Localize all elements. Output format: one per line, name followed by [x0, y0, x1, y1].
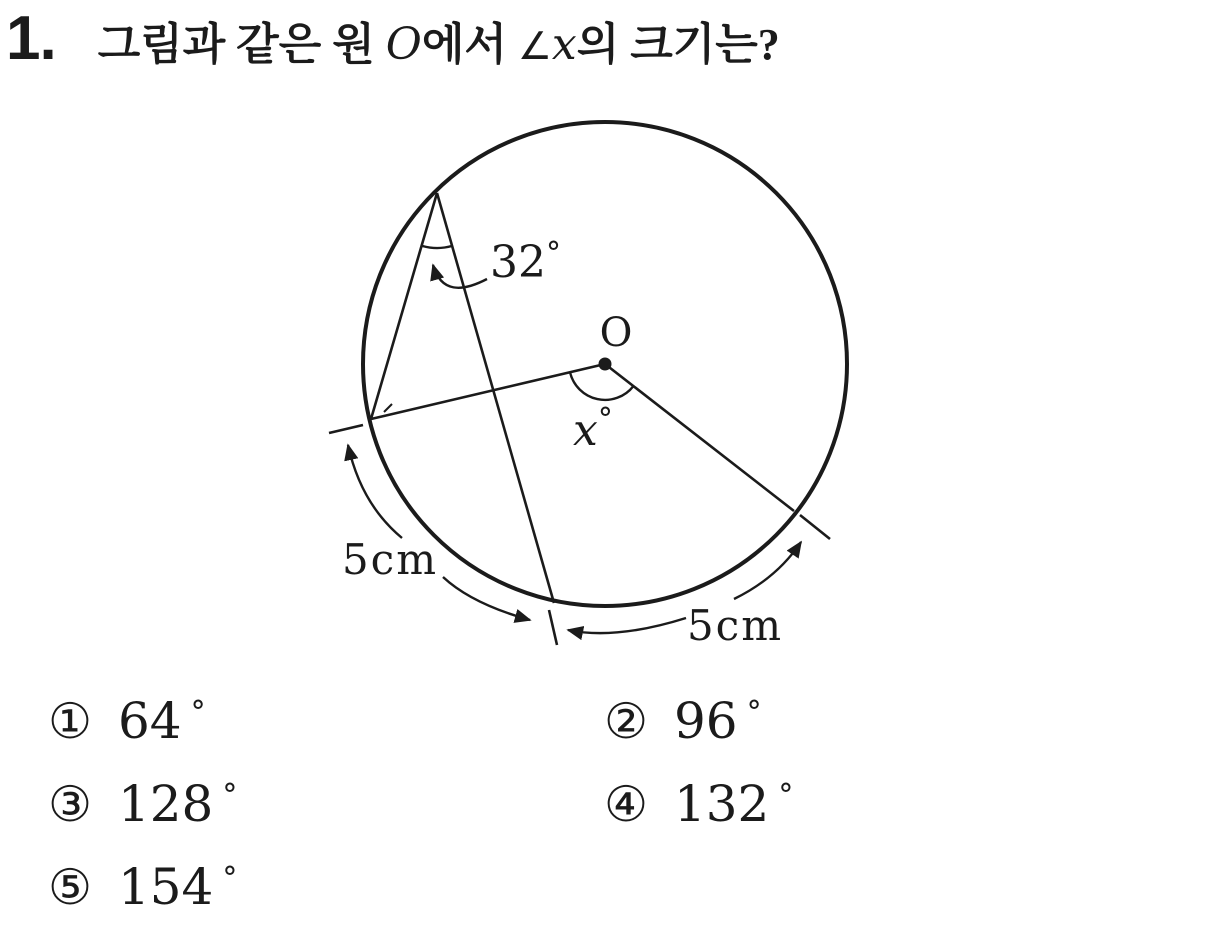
choice-5-marker: ⑤ [48, 859, 92, 916]
angle-symbol: ∠ [517, 24, 552, 68]
question-number: 1. [6, 4, 56, 73]
choice-2-value: 96 [673, 692, 738, 750]
choice-3-value: 128 [117, 775, 214, 833]
dim-arc-left-upper [348, 445, 402, 538]
choice-1 [48, 692, 206, 750]
center-point [599, 358, 612, 371]
radius-right [605, 364, 794, 511]
arc-right-label: 5cm [686, 601, 784, 650]
central-angle-label: x° [573, 402, 613, 456]
inscribed-angle-label: 32° [490, 236, 561, 288]
center-label: O [599, 310, 633, 356]
choice-3 [48, 775, 238, 833]
choice-2-marker: ② [604, 693, 648, 750]
choice-4-value: 132 [673, 775, 770, 833]
tick-right-point [800, 515, 830, 539]
choice-4-marker: ④ [604, 776, 648, 833]
inscribed-angle-arc [422, 246, 452, 248]
title-text-suffix: 의 크기는? [576, 20, 780, 69]
choice-1-degree: ° [190, 695, 206, 730]
tick-bottom-point [549, 610, 557, 645]
title-text-prefix: 그림과 같은 원 [97, 20, 386, 69]
dim-arc-right-lower [568, 618, 686, 633]
central-angle-arc [570, 372, 633, 400]
choice-2 [604, 692, 762, 750]
question-header [6, 4, 780, 73]
choice-5 [48, 858, 238, 916]
choice-4-degree: ° [778, 778, 794, 813]
question-title [98, 20, 780, 71]
choice-5-value: 154 [117, 858, 214, 916]
small-mark-left-vertex [384, 404, 392, 412]
choice-1-marker: ① [48, 693, 92, 750]
title-angle-var: x [551, 19, 577, 70]
choice-4 [604, 775, 794, 833]
choice-5-degree: ° [222, 861, 238, 896]
choice-1-value: 64 [117, 692, 182, 750]
dim-arc-right-upper [734, 542, 801, 599]
arc-left-label: 5cm [341, 535, 439, 584]
title-text-middle: 에서 [421, 20, 518, 69]
choice-3-degree: ° [222, 778, 238, 813]
dim-arc-left-lower [443, 577, 530, 620]
circle-diagram [280, 100, 900, 670]
title-circle-name: O [385, 19, 422, 70]
choice-2-degree: ° [746, 695, 762, 730]
tick-left-point [329, 425, 363, 433]
choice-3-marker: ③ [48, 776, 92, 833]
